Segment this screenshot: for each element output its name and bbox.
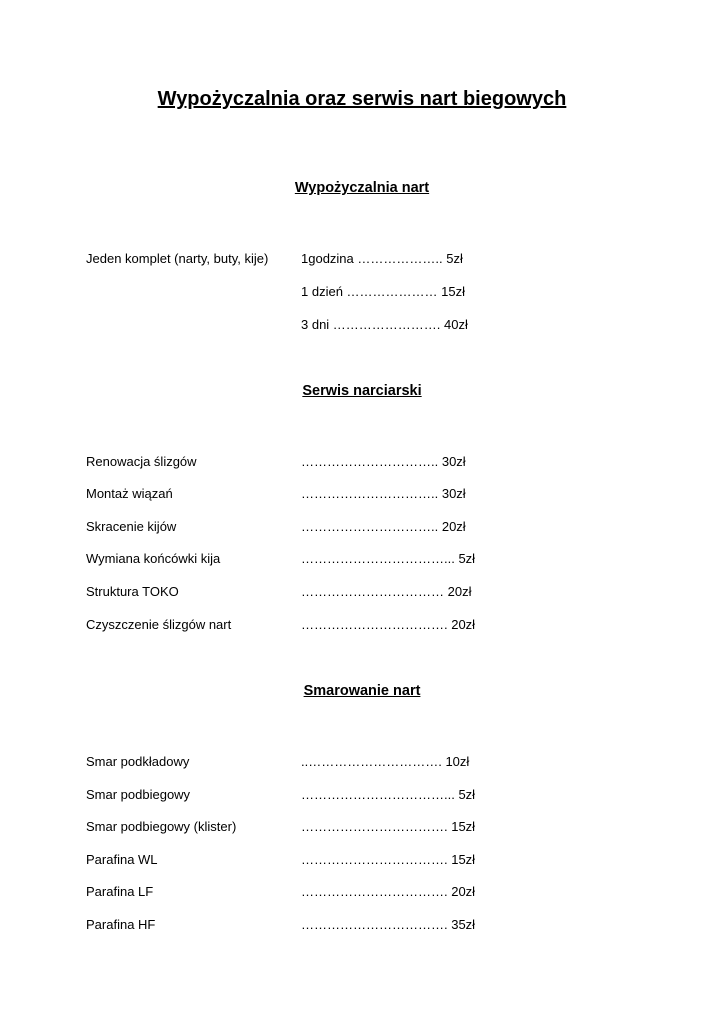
- price-row-waxing: [0, 882, 724, 902]
- price-row-waxing: [0, 752, 724, 772]
- price-row-waxing: [0, 817, 724, 837]
- item-label: Jeden komplet (narty, buty, kije): [86, 251, 269, 266]
- price-row-service: [0, 615, 724, 635]
- item-price: ………………………….. 20zł: [301, 519, 466, 534]
- item-label: Parafina LF: [86, 884, 154, 899]
- item-price: ………………………….. 30zł: [301, 486, 466, 501]
- item-label: Montaż wiązań: [86, 486, 173, 501]
- item-price: ……………………………. 15zł: [301, 852, 476, 867]
- item-price: …………………………… 20zł: [301, 584, 472, 599]
- price-row-service: [0, 549, 724, 569]
- item-price: 3 dni ……………………. 40zł: [301, 317, 468, 332]
- price-row-rental: [0, 249, 724, 269]
- item-price: ……………………………. 20zł: [301, 884, 476, 899]
- item-label: Smar podbiegowy (klister): [86, 819, 237, 834]
- item-label: Wymiana końcówki kija: [86, 551, 221, 566]
- price-row-rental: [0, 282, 724, 302]
- item-label: Smar podbiegowy: [86, 787, 191, 802]
- price-row-service: [0, 452, 724, 472]
- price-row-waxing: [0, 785, 724, 805]
- item-price: 1godzina ……………….. 5zł: [301, 251, 463, 266]
- item-label: Renowacja ślizgów: [86, 454, 197, 469]
- item-price: ……………………………... 5zł: [301, 551, 476, 566]
- price-row-waxing: [0, 850, 724, 870]
- item-price: ……………………………. 15zł: [301, 819, 476, 834]
- price-row-service: [0, 582, 724, 602]
- item-price: ……………………………. 35zł: [301, 917, 476, 932]
- price-row-rental: [0, 315, 724, 335]
- item-price: ……………………………... 5zł: [301, 787, 476, 802]
- item-label: Skracenie kijów: [86, 519, 177, 534]
- item-label: Czyszczenie ślizgów nart: [86, 617, 232, 632]
- item-label: Smar podkładowy: [86, 754, 190, 769]
- price-row-service: [0, 484, 724, 504]
- item-price: ………………………….. 30zł: [301, 454, 466, 469]
- section-heading-waxing: Smarowanie nart: [303, 683, 421, 699]
- item-label: Struktura TOKO: [86, 584, 179, 599]
- item-label: Parafina WL: [86, 852, 158, 867]
- item-price: 1 dzień ………………… 15zł: [301, 284, 465, 299]
- item-price: ..…………………………. 10zł: [301, 754, 470, 769]
- item-label: Parafina HF: [86, 917, 156, 932]
- price-row-service: [0, 517, 724, 537]
- item-price: ……………………………. 20zł: [301, 617, 476, 632]
- price-row-waxing: [0, 915, 724, 935]
- section-heading-service: Serwis narciarski: [302, 383, 422, 399]
- page-title: Wypożyczalnia oraz serwis nart biegowych: [157, 88, 567, 110]
- section-heading-rental: Wypożyczalnia nart: [294, 180, 430, 196]
